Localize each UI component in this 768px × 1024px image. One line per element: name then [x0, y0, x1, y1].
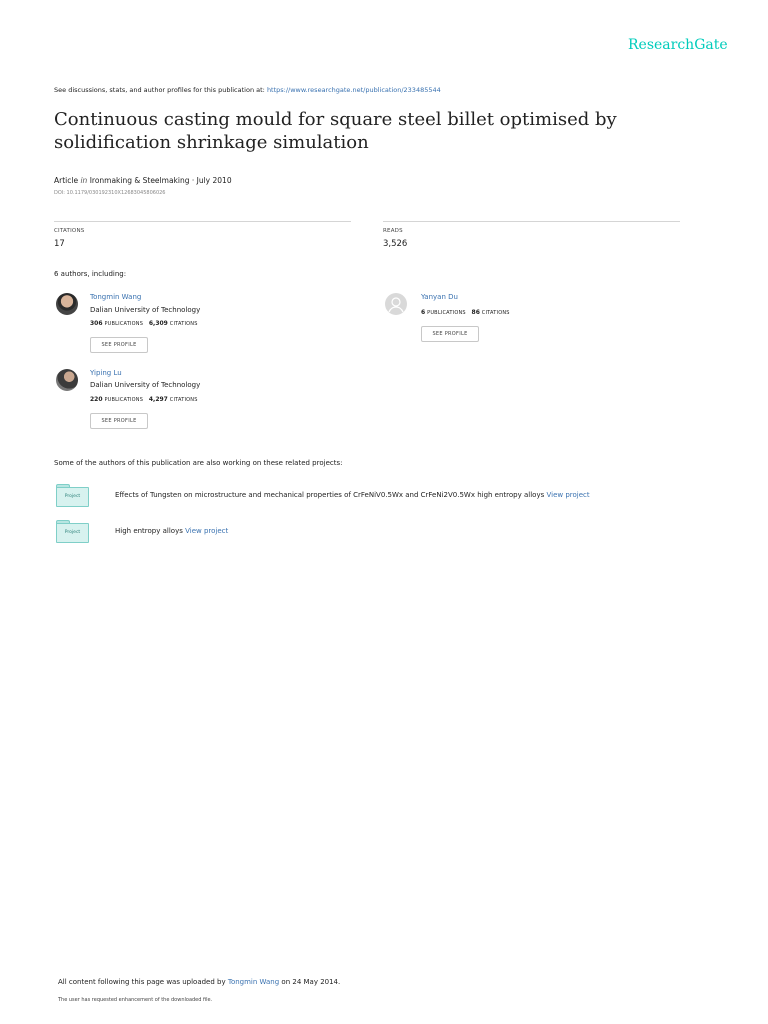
author-stats [421, 309, 510, 316]
author-stats [90, 320, 198, 327]
citations-divider [54, 221, 351, 222]
citations-count: 4,297 [148, 396, 168, 403]
publications-count: 306 [90, 320, 103, 327]
authors-heading: 6 authors, including: [54, 270, 127, 278]
publication-url-link[interactable]: https://www.researchgate.net/publication/233485544 [266, 86, 441, 94]
discussion-note [54, 86, 441, 94]
author-stats [90, 396, 198, 403]
project-item [115, 527, 228, 535]
author-name-link[interactable]: Yanyan Du [421, 293, 458, 301]
citations-count: 6,309 [148, 320, 168, 327]
researchgate-logo[interactable]: ResearchGate [628, 37, 728, 53]
project-item [115, 491, 590, 499]
project-folder-icon [56, 484, 88, 506]
discussion-text: See discussions, stats, and author profiles for this publication at: [54, 86, 267, 94]
publications-count: 220 [90, 396, 103, 403]
author-name-link[interactable]: Tongmin Wang [90, 293, 142, 301]
user-icon [385, 293, 407, 315]
publications-count: 6 [421, 309, 426, 316]
project-icon-label: Project [56, 523, 89, 543]
author-name-link[interactable]: Yiping Lu [90, 369, 122, 377]
doi: DOI: 10.1179/030192310X12683045806026 [54, 190, 166, 196]
venue-date: Ironmaking & Steelmaking · July 2010 [89, 176, 232, 185]
citations-label: CITATIONS [54, 228, 85, 234]
uploader-link[interactable]: Tongmin Wang [227, 978, 280, 986]
citations-value: 17 [54, 239, 65, 249]
project-title: High entropy alloys [115, 527, 183, 535]
author-avatar-placeholder[interactable] [385, 293, 407, 315]
citations-label: CITATIONS [169, 397, 198, 403]
enhancement-note: The user has requested enhancement of the downloaded file. [58, 997, 213, 1003]
author-avatar[interactable] [56, 293, 78, 315]
author-avatar[interactable] [56, 369, 78, 391]
see-profile-button[interactable]: SEE PROFILE [421, 326, 479, 342]
reads-divider [383, 221, 680, 222]
publications-label: PUBLICATIONS [104, 321, 144, 327]
in-word: in [80, 176, 88, 185]
paper-title: Continuous casting mould for square steel billet optimised by solidification shrinkage simulation [54, 109, 617, 153]
citations-label: CITATIONS [481, 310, 510, 316]
reads-label: READS [383, 228, 403, 234]
view-project-link[interactable]: View project [546, 491, 590, 499]
article-type: Article [54, 176, 79, 185]
paper-meta [54, 176, 232, 185]
citations-label: CITATIONS [169, 321, 198, 327]
publications-label: PUBLICATIONS [104, 397, 144, 403]
upload-suffix: on 24 May 2014. [281, 978, 341, 986]
publications-label: PUBLICATIONS [427, 310, 466, 316]
citations-count: 86 [471, 309, 480, 316]
project-title: Effects of Tungsten on microstructure and mechanical properties of CrFeNiV0.5Wx and CrFeNi2V0.5Wx high entropy alloys [115, 491, 545, 499]
author-institution: Dalian University of Technology [90, 381, 201, 389]
project-icon-label: Project [56, 487, 89, 507]
view-project-link[interactable]: View project [185, 527, 229, 535]
related-projects-heading: Some of the authors of this publication are also working on these related projects: [54, 459, 343, 467]
author-institution: Dalian University of Technology [90, 306, 201, 314]
see-profile-button[interactable]: SEE PROFILE [90, 413, 148, 429]
reads-value: 3,526 [383, 239, 408, 249]
upload-note [58, 978, 340, 986]
project-folder-icon [56, 520, 88, 542]
upload-prefix: All content following this page was uploaded by [58, 978, 226, 986]
see-profile-button[interactable]: SEE PROFILE [90, 337, 148, 353]
